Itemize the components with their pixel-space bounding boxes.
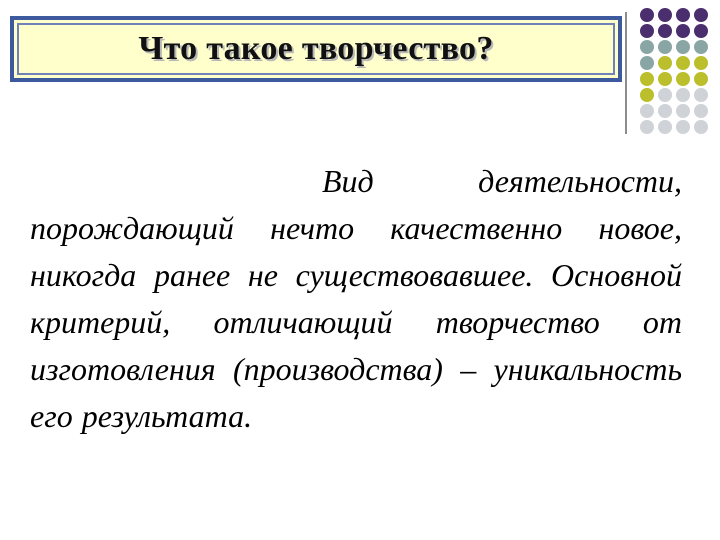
decorative-dot	[676, 8, 690, 22]
decorative-dot	[640, 104, 654, 118]
decorative-dot	[694, 120, 708, 134]
decorative-dot	[676, 88, 690, 102]
decorative-dot	[658, 56, 672, 70]
decorative-dot	[694, 104, 708, 118]
slide-title: Что такое творчество?	[138, 30, 494, 67]
decorative-dot	[676, 72, 690, 86]
decorative-dot	[694, 40, 708, 54]
decorative-dot	[640, 72, 654, 86]
decorative-dot	[694, 72, 708, 86]
decorative-dot	[640, 40, 654, 54]
decorative-dot	[676, 24, 690, 38]
decorative-dot	[676, 56, 690, 70]
decorative-dot	[694, 24, 708, 38]
slide-title-box	[10, 16, 622, 82]
decorative-dot	[640, 120, 654, 134]
decorative-dot	[658, 8, 672, 22]
vertical-divider	[625, 12, 627, 134]
decorative-dot	[676, 40, 690, 54]
decorative-dot	[658, 40, 672, 54]
decorative-dot	[640, 24, 654, 38]
decorative-dot	[676, 120, 690, 134]
decorative-dot	[658, 104, 672, 118]
decorative-dot	[658, 24, 672, 38]
slide-body-text: Вид деятельности, порождающий нечто качественно новое, никогда ранее не существовавшее. Основной критерий, отличающий творчество от изготовления (производства) – уникальность его результата.	[30, 163, 682, 434]
decorative-dot	[658, 120, 672, 134]
decorative-dot	[640, 8, 654, 22]
decorative-dot	[658, 72, 672, 86]
decorative-dot-grid	[640, 8, 712, 136]
decorative-dot	[640, 88, 654, 102]
decorative-dot	[694, 56, 708, 70]
decorative-dot	[676, 104, 690, 118]
decorative-dot	[694, 8, 708, 22]
decorative-dot	[658, 88, 672, 102]
decorative-dot	[694, 88, 708, 102]
decorative-dot	[640, 56, 654, 70]
